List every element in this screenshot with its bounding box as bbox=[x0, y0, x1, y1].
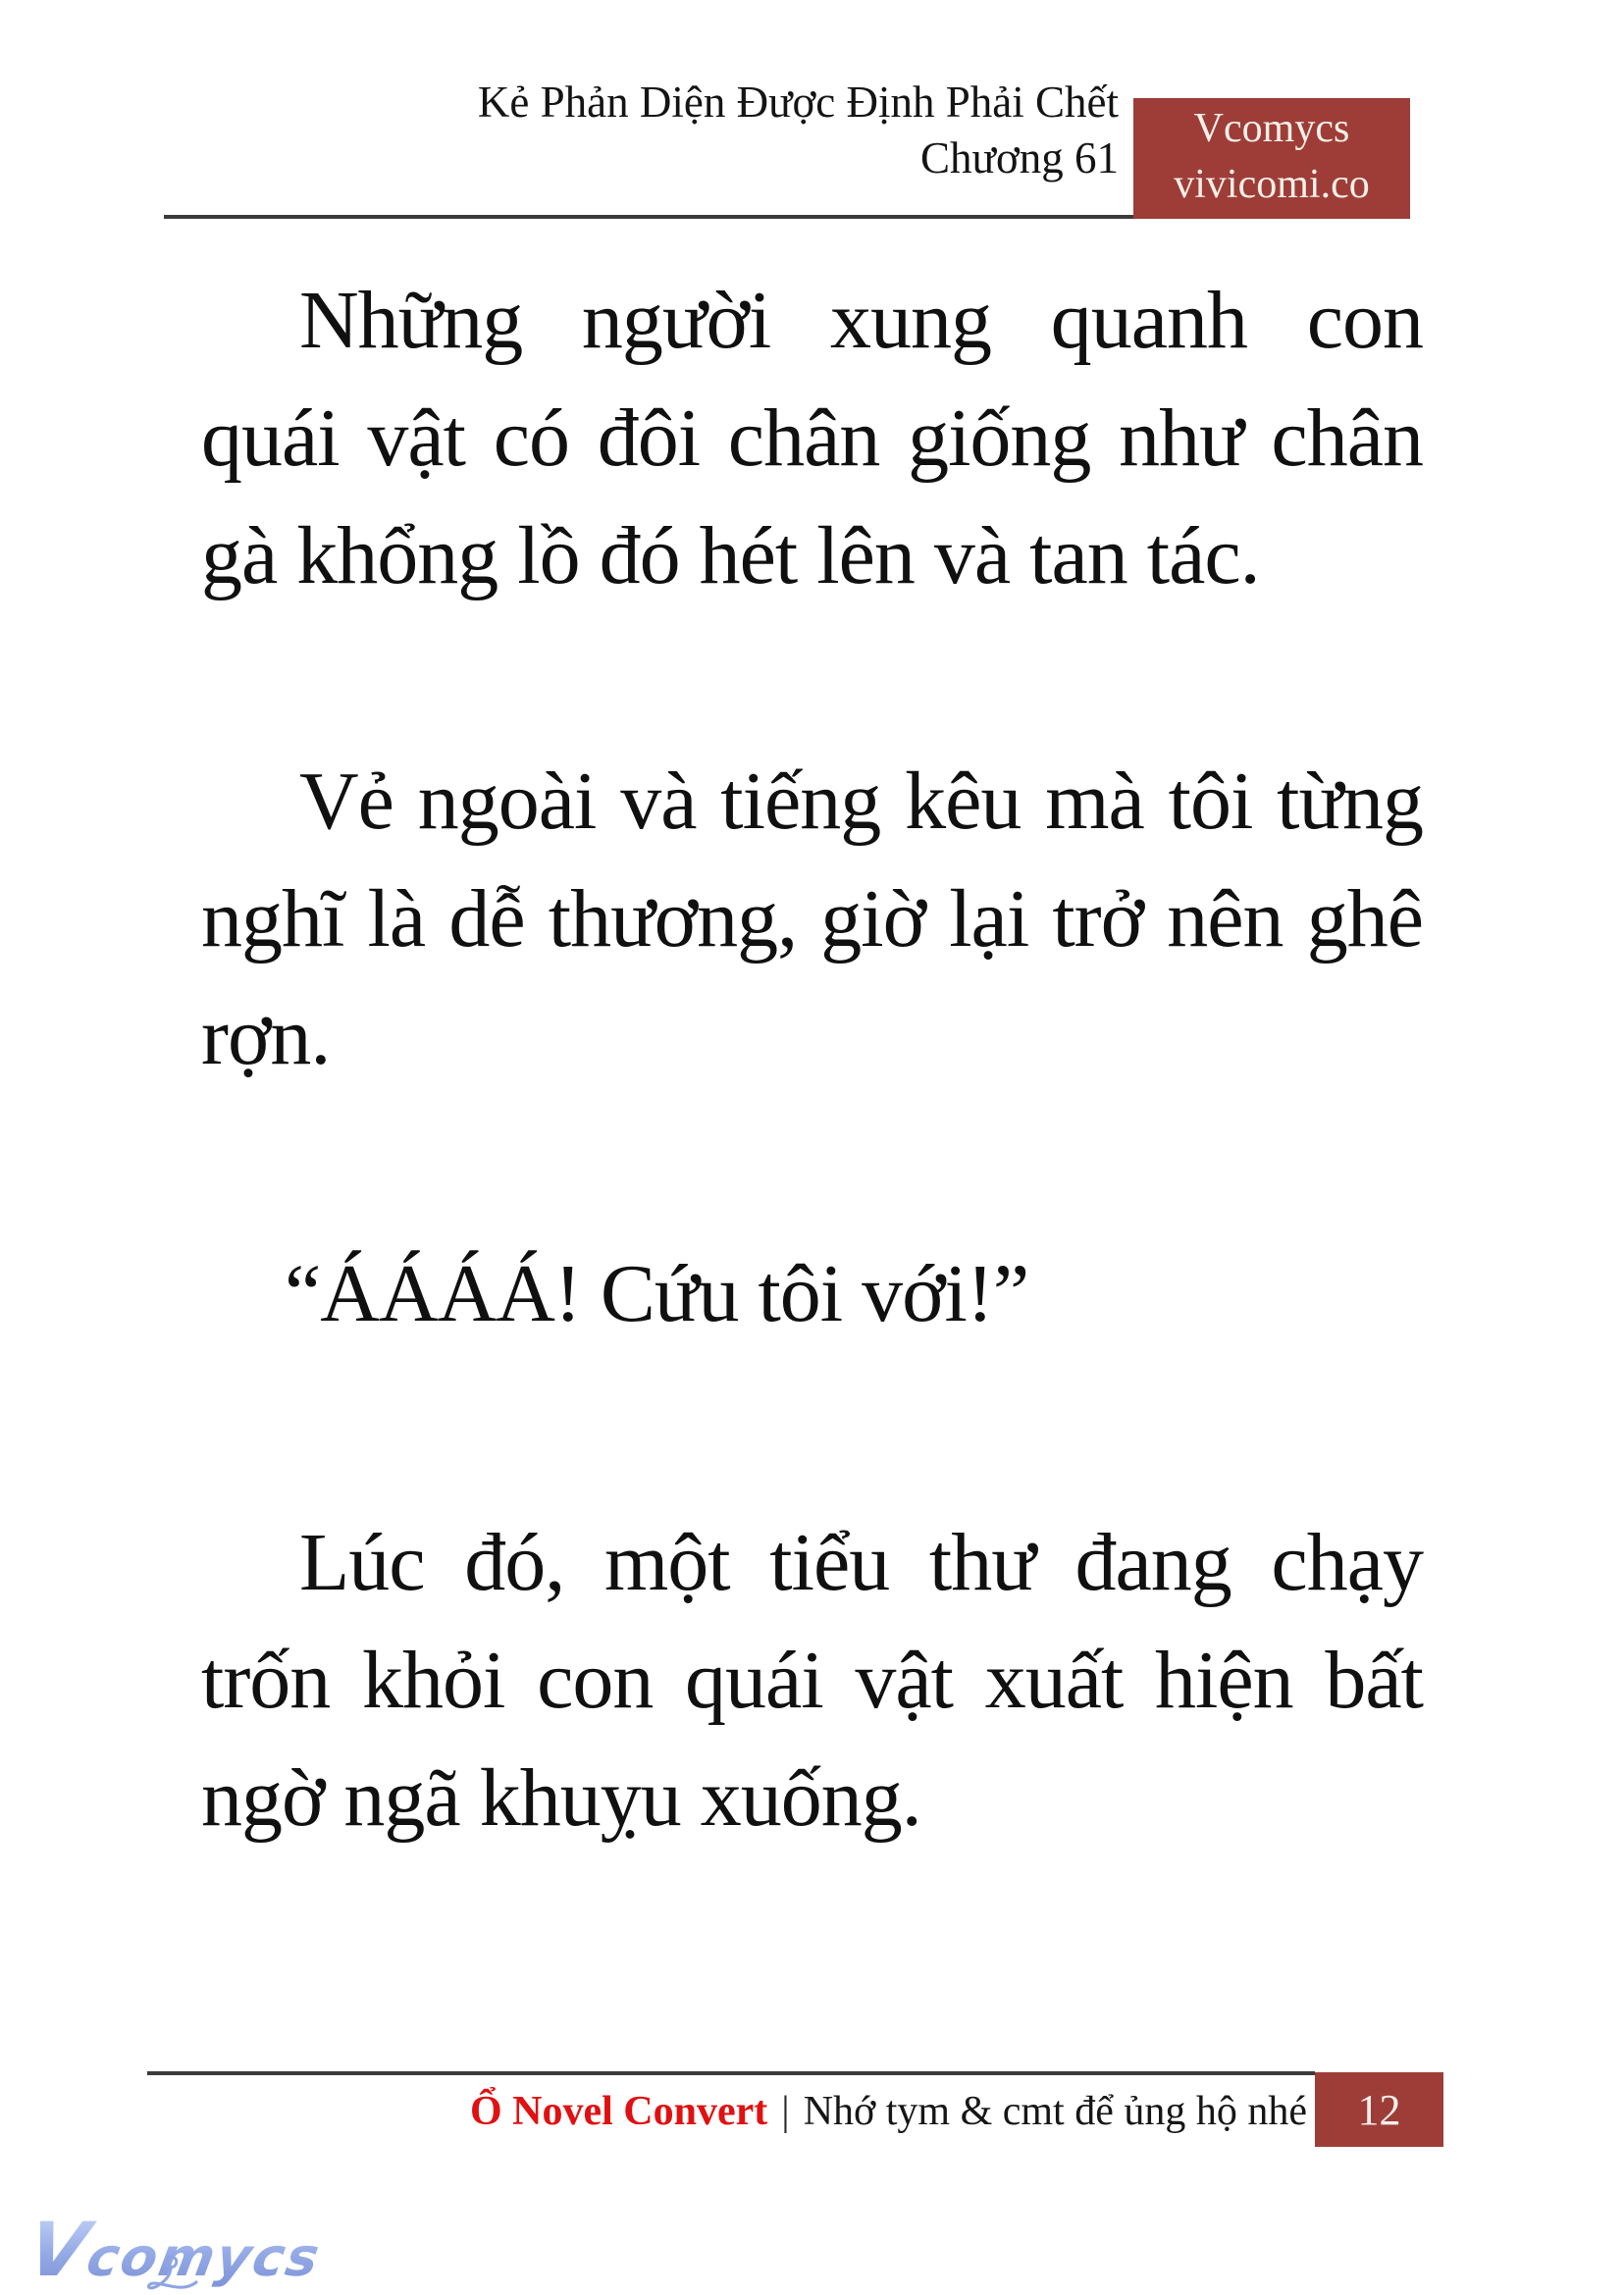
book-title: Kẻ Phản Diện Được Định Phải Chết bbox=[477, 78, 1119, 127]
brand-name: Vcomycs bbox=[1193, 106, 1350, 151]
paragraph bbox=[201, 262, 1423, 615]
text-line: trốn khỏi con quái vật xuất hiện bất bbox=[201, 1635, 1423, 1726]
page-number: 12 bbox=[1357, 2085, 1401, 2134]
logo-text: comycs bbox=[81, 2226, 326, 2288]
footer-message: Nhớ tym & cmt để ủng hộ nhé bbox=[803, 2089, 1307, 2134]
text-line: quái vật có đôi chân giống như chân bbox=[201, 392, 1423, 484]
logo-rose-icon bbox=[145, 2253, 214, 2294]
text-line: Lúc đó, một tiểu thư đang chạy bbox=[299, 1517, 1423, 1608]
chapter-number: Chương 61 bbox=[920, 133, 1119, 183]
brand-site: vivicomi.co bbox=[1174, 162, 1370, 207]
text-line: ngờ ngã khuỵu xuống. bbox=[201, 1752, 921, 1844]
footer-separator: | bbox=[781, 2089, 790, 2134]
paragraph bbox=[201, 1235, 1423, 1353]
text-line: nghĩ là dễ thương, giờ lại trở nên ghê bbox=[201, 873, 1423, 965]
page-number-badge bbox=[1315, 2072, 1443, 2147]
paragraph bbox=[201, 1504, 1423, 1857]
text-line: Vẻ ngoài và tiếng kêu mà tôi từng bbox=[299, 756, 1423, 847]
text-line: “ÁÁÁÁ! Cứu tôi với!” bbox=[285, 1248, 1029, 1339]
footer-note bbox=[470, 2075, 1307, 2148]
header-divider bbox=[164, 215, 1133, 219]
chapter-header bbox=[478, 75, 1119, 186]
logo-initial: V bbox=[22, 2206, 97, 2293]
paragraph bbox=[201, 743, 1423, 1096]
text-line: rợn. bbox=[201, 991, 331, 1082]
brand-box bbox=[1133, 98, 1410, 219]
footer-brand: Ổ Novel Convert bbox=[469, 2089, 768, 2134]
text-line: gà khổng lồ đó hét lên và tan tác. bbox=[201, 510, 1260, 601]
text-line: Những người xung quanh con bbox=[299, 275, 1423, 366]
